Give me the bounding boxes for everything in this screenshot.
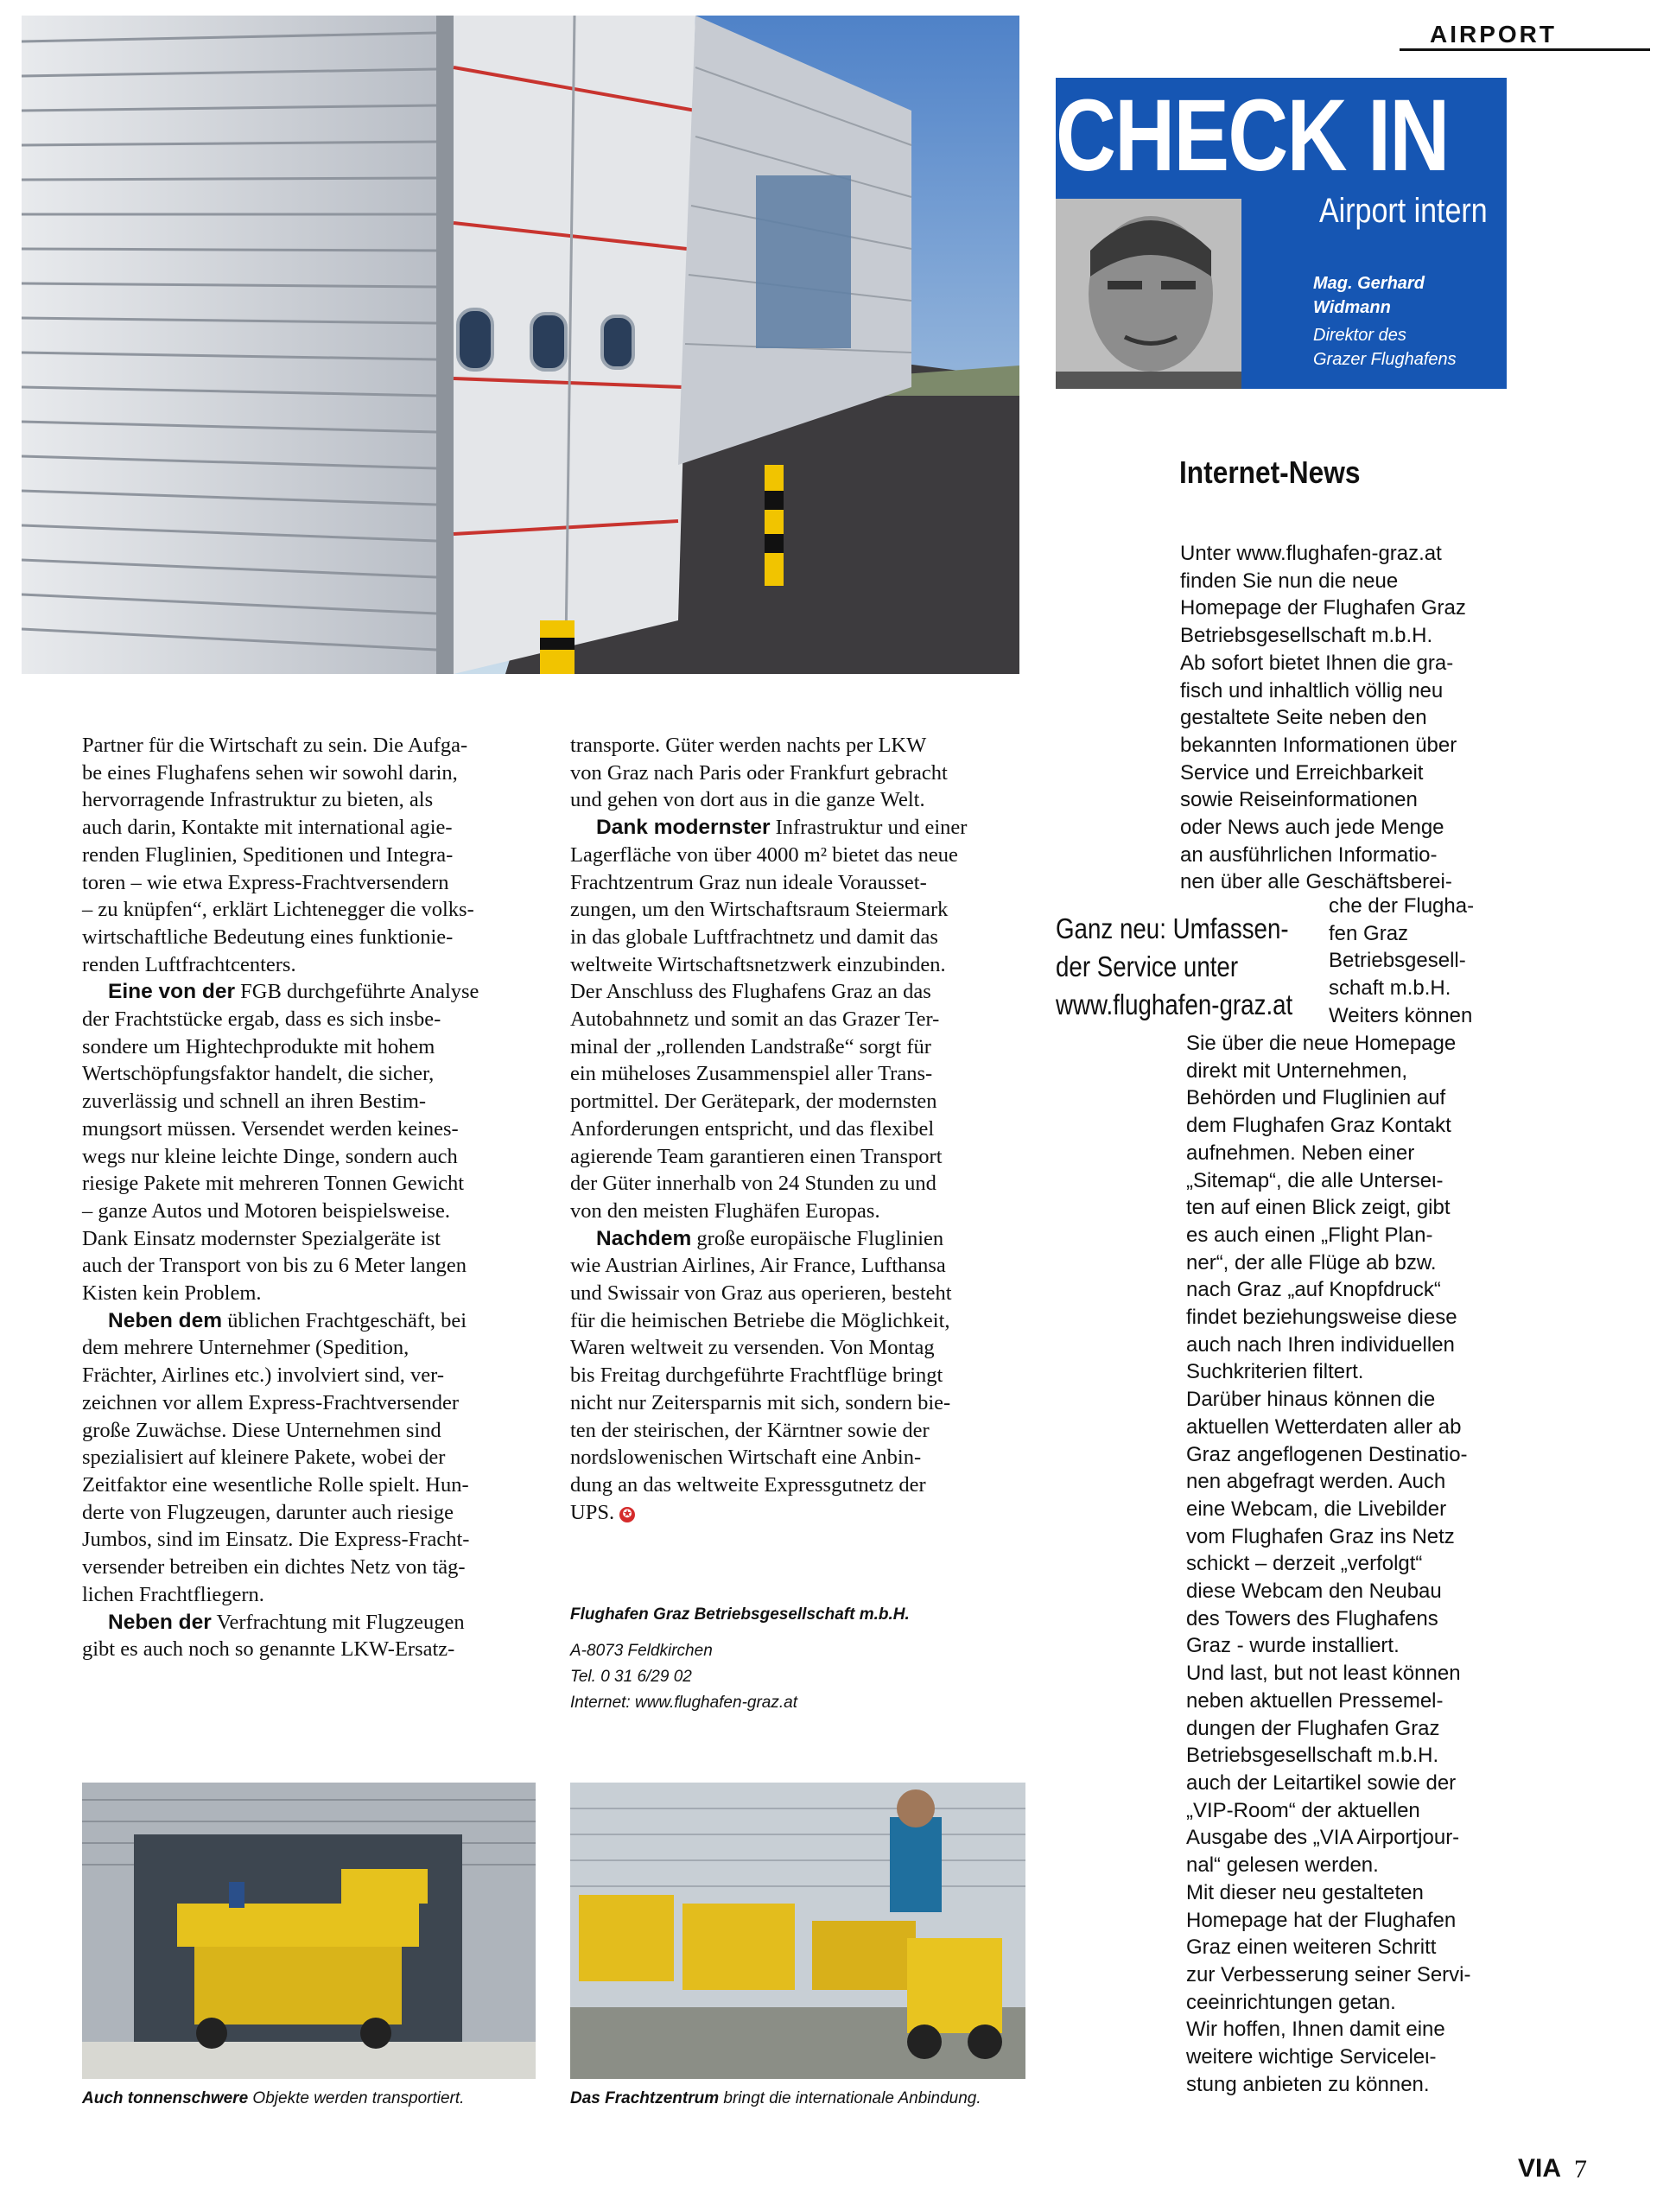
article-column-1 [82, 732, 533, 1663]
sidebar-text-wrap: che der Flugha- fen Graz Betriebsgesell- schaft m.b.H. Weiters können [1329, 894, 1475, 1027]
company-address: A-8073 Feldkirchen [570, 1642, 713, 1660]
checkin-box [1056, 78, 1507, 389]
person-name: Mag. Gerhard Widmann [1313, 274, 1425, 317]
photo-heavy-lift [82, 1783, 536, 2079]
sidebar-heading: Internet-News [1179, 454, 1361, 490]
lift-truck-illustration [82, 1783, 536, 2079]
tractor-illustration [570, 1783, 1025, 2079]
article-column-2 [570, 732, 1026, 1526]
section-label: AIRPORT [1430, 21, 1557, 48]
hangar-illustration [22, 16, 1019, 674]
company-name: Flughafen Graz Betriebsgesellschaft m.b.H. [570, 1605, 910, 1624]
photo-caption-1: Auch tonnenschwere Objekte werden transportiert. [82, 2089, 465, 2107]
hero-photo [22, 16, 1019, 674]
checkin-subtitle: Airport intern [1319, 192, 1488, 230]
article-paragraph: transporte. Güter werden nachts per LKW von Graz nach Paris oder Frankfurt gebracht und gehen von dort aus in die ganze Welt. [570, 734, 948, 812]
article-paragraph: Partner für die Wirtschaft zu sein. Die Aufga- be eines Flughafens sehen wir sowohl darin, hervorragende Infrastruktur zu bieten, als auch darin, Kontakte mit international agie- renden Fluglinien, Speditionen und Integra- toren – wie etwa Express-Frachtversendern – zu knüpfen“, erklärt Lichtenegger die volks- wirtschaftliche Bedeutung eines funktionie- renden Luftfrachtcenters. [82, 734, 474, 976]
portrait-photo [1056, 199, 1241, 389]
article-paragraph: Neben dem üblichen Frachtgeschäft, bei dem mehrere Unternehmer (Spedition, Frächter, Airlines etc.) involviert sind, ver- zeichnen vor allem Express-Frachtversender große Zuwächse. Diese Unternehmen sind spezialisiert auf kleinere Pakete, wobei der Zeitfaktor eine wesentliche Rolle spielt. Hun- derte von Flugzeugen, darunter auch riesige Jumbos, sind im Einsatz. Die Express-Fracht- versender betreiben ein dichtes Netz von täg- lichen Frachtfliegern. [82, 1308, 470, 1606]
end-mark-icon: ✪ [619, 1507, 635, 1522]
sidebar-text-top: Unter www.flughafen-graz.at finden Sie nun die neue Homepage der Flughafen Graz Betriebsgesellschaft m.b.H. Ab sofort bietet Ihnen die gra- fisch und inhaltlich völlig neu gestaltete Seite neben den bekannten Informationen über Service und Erreichbarkeit sowie Reiseinformationen oder News auch jede Menge an ausführlichen Informatio- nen über alle Geschäftsberei- [1180, 542, 1466, 894]
section-rule [1400, 48, 1650, 51]
page-number: 7 [1574, 2155, 1587, 2183]
photo-caption-2: Das Frachtzentrum bringt die internationale Anbindung. [570, 2089, 981, 2107]
article-paragraph: Dank modernster Infrastruktur und einer Lagerfläche von über 4000 m² bietet das neue Frachtzentrum Graz nun ideale Vorausset- zungen, um den Wirtschaftsraum Steiermark in das globale Luftfrachtnetz und damit das weltweite Wirtschaftsnetzwerk einzubinden. Der Anschluss des Flughafens Graz an das Autobahnnetz und somit an das Grazer Ter- minal der „rollenden Landstraße“ sorgt für ein müheloses Zusammenspiel aller Trans- portmittel. Der Gerätepark, der modernsten Anforderungen entspricht, und das flexibel agierende Team garantieren einen Transport der Güter innerhalb von 24 Stunden zu und von den meisten Flughäfen Europas. [570, 816, 968, 1223]
photo-cargo-tractor [570, 1783, 1025, 2079]
person-role: Direktor des Grazer Flughafens [1313, 326, 1457, 369]
sidebar-text-bottom: Sie über die neue Homepage direkt mit Unternehmen, Behörden und Fluglinien auf dem Flughafen Graz Kontakt aufnehmen. Neben einer „Sitemap“, die alle Unterseι- ten auf einen Blick zeigt, gibt es auch einen „Flight Plan- ner“, der alle Flüge ab bzw. nach Graz „auf Knopfdruck“ findet beziehungsweise diese auch nach Ihren individuellen Suchkriterien filtert. Darüber hinaus können die aktuellen Wetterdaten aller ab Graz angeflogenen Destinatio- nen abgefragt werden. Auch eine Webcam, die Livebilder vom Flughafen Graz ins Netz schickt – derzeit „verfolgt“ diese Webcam den Neubau des Towers des Flughafens Graz - wurde installiert. Und last, but not least können neben aktuellen Pressemel- dungen der Flughafen Graz Betriebsgesellschaft m.b.H. auch der Leitartikel sowie der „VIP-Room“ der aktuellen Ausgabe des „VIA Airportjour- nal“ gelesen werden. Mit dieser neu gestalteten Homepage hat der Flughafen Graz einen weiteren Schritt zur Verbesserung seiner Servi- ceeinrichtungen getan. Wir hoffen, Ihnen damit eine weitere wichtige Serviceleι- stung anbieten zu können. [1186, 1032, 1471, 2096]
article-paragraph: Nachdem große europäische Fluglinien wie Austrian Airlines, Air France, Lufthansa und Swissair von Graz aus operieren, besteht für die heimischen Betriebe die Möglichkeit, Waren weltweit zu versenden. Von Montag bis Freitag durchgeführte Frachtflüge bringt nicht nur Zeitersparnis mit sich, sondern bie- ten der steirischen, der Kärntner sowie der nordslowenischen Wirtschaft eine Anbin- dung an das weltweite Expressgutnetz der UPS. ✪ [570, 1226, 952, 1524]
magazine-brand: VIA [1518, 2154, 1562, 2183]
portrait-illustration [1056, 199, 1241, 389]
article-paragraph: Neben der Verfrachtung mit Flugzeugen gibt es auch noch so genannte LKW-Ersatz- [82, 1610, 465, 1662]
article-paragraph: Eine von der FGB durchgeführte Analyse der Frachtstücke ergab, dass es sich insbe- sondere um Hightechprodukte mit hohem Wertschöpfungsfaktor handelt, die sicher, zuverlässig und schnell an ihren Bestim- mungsort müssen. Versendet werden keines- wegs nur kleine leichte Dinge, sondern auch riesige Pakete mit mehreren Tonnen Gewicht – ganze Autos und Motoren beispielsweise. Dank Einsatz modernster Spezialgeräte ist auch der Transport von bis zu 6 Meter langen Kisten kein Problem. [82, 980, 479, 1306]
company-website: Internet: www.flughafen-graz.at [570, 1694, 797, 1712]
pull-quote: Ganz neu: Umfassen- der Service unter www.flughafen-graz.at [1056, 912, 1293, 1020]
company-phone: Tel. 0 31 6/29 02 [570, 1668, 692, 1686]
checkin-title: CHECK IN [1056, 79, 1449, 193]
